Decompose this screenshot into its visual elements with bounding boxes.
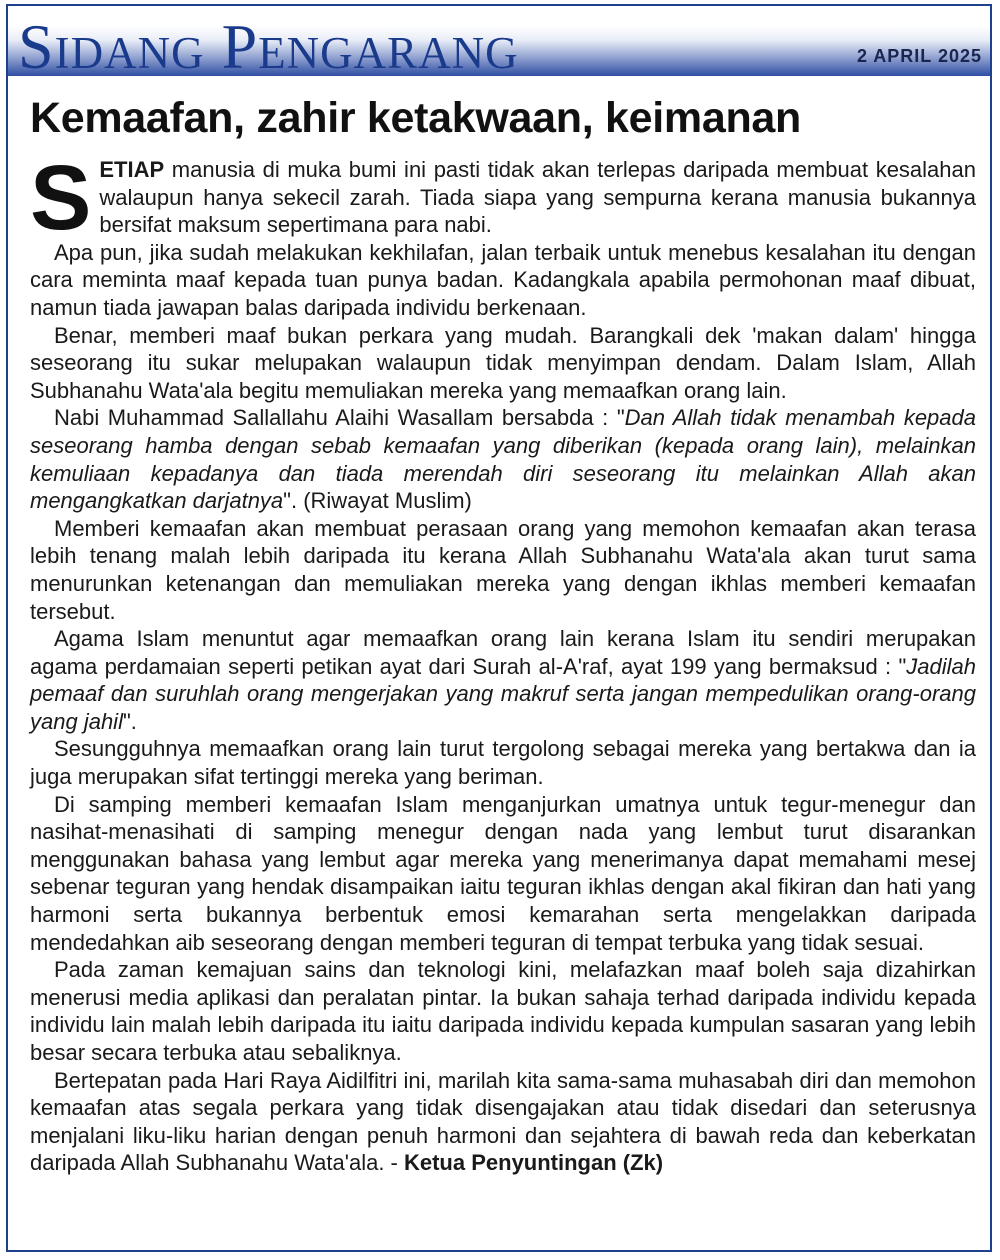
paragraph-6-intro: Agama Islam menuntut agar memaafkan orang lain kerana Islam itu sendiri merupakan agama perdamaian seperti petikan ayat dari Surah al-A'raf, ayat 199 yang bermaksud : " — [30, 626, 976, 679]
paragraph-10-text: Bertepatan pada Hari Raya Aidilfitri ini, marilah kita sama-sama muhasabah diri dan memohon kemaafan atas segala perkara yang tidak disengajakan atau tidak disedari dan seterusnya menjalani liku-liku harian dengan penuh harmoni dan sejahtera di bawah reda dan keberkatan daripada Allah Subhanahu Wata'ala. - — [30, 1067, 976, 1176]
paragraph-4-citation: ". (Riwayat Muslim) — [283, 488, 472, 514]
editorial-frame — [6, 4, 992, 1252]
paragraph-4-intro: Nabi Muhammad Sallallahu Alaihi Wasallam bersabda : " — [54, 405, 625, 431]
paragraph-9: Pada zaman kemajuan sains dan teknologi kini, melafazkan maaf boleh saja dizahirkan menerusi media aplikasi dan peralatan pintar. Ia bukan sahaja terhad daripada individu kepada individu lain malah lebih daripada itu iaitu daripada individu kepada kumpulan sasaran yang lebih besar secara terbuka atau sebaliknya. — [30, 957, 976, 1065]
masthead — [8, 6, 990, 82]
paragraph-1 — [30, 147, 976, 249]
paragraph-2: Apa pun, jika sudah melakukan kekhilafan, jalan terbaik untuk menebus kesalahan itu dengan cara meminta maaf kepada tuan punya badan. Kadangkala apabila permohonan maaf dibuat, namun tiada jawapan balas daripada individu berkenaan. — [30, 239, 976, 320]
paragraph-5: Memberi kemaafan akan membuat perasaan orang yang memohon kemaafan akan terasa lebih tenang malah lebih daripada itu kerana Allah Subhanahu Wata'ala akan turut sama menurunkan ketenangan dan memuliakan mereka yang dengan ikhlas memberi kemaafan tersebut. — [30, 515, 976, 624]
paragraph-1-text: manusia di muka bumi ini pasti tidak akan terlepas daripada membuat kesalahan walaupun hanya sekecil zarah. Tiada siapa yang sempurna kerana manusia bukannya bersifat maksum sepertimana para nabi. — [99, 157, 976, 238]
quran-verse-quote: Jadilah pemaaf dan suruhlah orang mengerjakan yang makruf serta jangan mempedulikan orang-orang yang jahil — [30, 653, 976, 734]
paragraph-3: Benar, memberi maaf bukan perkara yang mudah. Barangkali dek 'makan dalam' hingga seseorang itu sukar melupakan walaupun tidak menyimpan dendam. Dalam Islam, Allah Subhanahu Wata'ala begitu memuliakan mereka yang memaafkan orang lain. — [30, 322, 976, 403]
paragraph-8: Di samping memberi kemaafan Islam menganjurkan umatnya untuk tegur-menegur dan nasihat-menasihati di samping menegur dengan nada yang lembut turut disarankan menggunakan bahasa yang lembut agar mereka yang menerimanya dapat memahami mesej sebenar teguran yang hendak disampaikan iaitu teguran ikhlas dengan akal fikiran dan hati yang harmoni serta bukannya berbentuk emosi kemarahan serta mengelakkan daripada mendedahkan aib seseorang dengan memberi teguran di tempat terbuka yang tidak sesuai. — [30, 791, 976, 955]
paragraph-6 — [30, 625, 976, 735]
drop-cap: S — [30, 147, 92, 249]
headline: Kemaafan, zahir ketakwaan, keimanan — [30, 94, 802, 142]
hadith-quote: Dan Allah tidak menambah kepada seseorang hamba dengan sebab kemaafan yang diberikan (kepada orang lain), melainkan kemuliaan kepadanya dan tiada merendah diri seseorang itu melainkan Allah akan mengangkatkan darjatnya — [30, 405, 976, 514]
masthead-title: Sidang Pengarang — [18, 11, 519, 82]
lead-word: ETIAP — [99, 157, 165, 182]
paragraph-10 — [30, 1067, 976, 1177]
byline: Ketua Penyuntingan (Zk) — [403, 1150, 664, 1176]
paragraph-6-end: ". — [122, 708, 137, 734]
paragraph-7: Sesungguhnya memaafkan orang lain turut tergolong sebagai mereka yang bertakwa dan ia juga merupakan sifat tertinggi mereka yang beriman. — [30, 736, 976, 790]
paragraph-4 — [30, 404, 976, 514]
publication-date: 2 APRIL 2025 — [856, 46, 982, 66]
article-body — [30, 147, 976, 1177]
